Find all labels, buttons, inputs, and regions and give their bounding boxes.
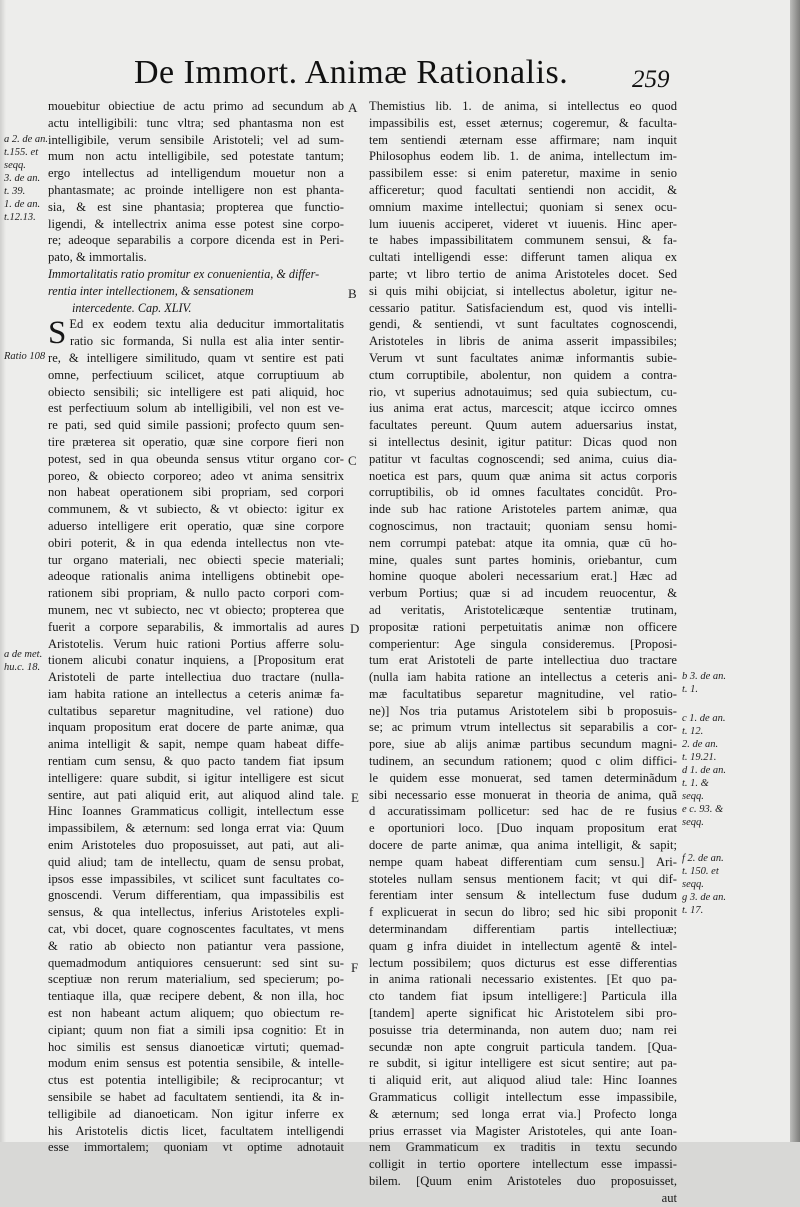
margin-note-line: 2. de an.	[682, 739, 719, 750]
text-line: pato, & immortalis.	[48, 250, 147, 265]
text-line: actu intelligibili: tunc vltra; sed phantasma non est	[48, 115, 344, 130]
section-letter-a: A	[348, 100, 358, 115]
text-line: ad veritatis, Aristotelicæque sententiæ trutinam,	[369, 602, 677, 617]
text-line: si intellectus desinit, igitur patitur: Dicas quod non	[369, 434, 677, 449]
margin-note-line: g 3. de an.	[682, 892, 727, 903]
chapter-heading	[48, 266, 344, 316]
heading-line: intercedente. Cap. XLIV.	[72, 300, 192, 315]
text-line: ctus est potentia intelligibile; & reciprocantur; vt	[48, 1073, 344, 1088]
text-line: bilem. [Quum enim Aristoteles duo proposuisset,	[369, 1174, 677, 1188]
margin-note-line: a 2. de an.	[4, 134, 49, 145]
text-line: cultatibus separetur magnitudine, vel ratione) duo	[48, 703, 344, 718]
text-line: nem corrumpi patebat: atque ita omnia, quæ cū ho-	[369, 535, 677, 550]
text-line: quemadmodum antiquiores censuerunt: sed sint su-	[48, 955, 344, 970]
text-line: fuerit a corpore separabilis, & immortalis ad aures	[48, 619, 344, 634]
text-line: quam g infra diuidet in intellectum agentē & intel-	[369, 938, 677, 953]
text-line: communem, & vt subiecto, & vt obiecto: igitur ex	[48, 502, 344, 517]
text-line: docere de parte animæ, qua anima intelligit, & sapit;	[369, 838, 677, 853]
text-line: parte; vt libro tertio de anima Aristoteles docet. Sed	[369, 266, 677, 281]
text-line: ctum corruptibile, abolentur, non quidem a contra-	[369, 367, 677, 382]
text-line: Themistius lib. 1. de anima, si intellectus eo quod	[369, 99, 677, 113]
text-line: tentiaque illa, quæ recipere debent, & non illa, hoc	[48, 989, 344, 1004]
heading-line: rentia inter intellectionem, & sensationem	[48, 283, 254, 298]
text-line: ligendi, & intellectrix anima esse potest sine corpo-	[48, 216, 344, 231]
text-line: propositæ rationi perpetuitatis animæ non officere	[369, 619, 677, 634]
page-number: 259	[632, 66, 670, 93]
text-line: modum enim sensus est potentia sensibile, & intelle-	[48, 1056, 344, 1071]
text-line: ti aliquid erit, aut aliquod aliud tale: Hinc Ioannes	[369, 1073, 677, 1088]
text-line: mouebitur obiectiue de actu primo ad secundum ab	[48, 99, 344, 113]
margin-note-line: t.155. et	[4, 147, 39, 158]
text-line: Hinc Ioannes Grammaticus colligit, intellectum esse	[48, 804, 344, 819]
margin-note-line: Ratio 108	[4, 351, 46, 362]
right-margin-note-3	[682, 852, 726, 917]
text-line: tur organo materiali, nec obiecti specie materiali;	[48, 552, 344, 567]
text-line: aduerso intelligere erit operatio, quæ sine corpore	[48, 518, 344, 533]
text-line: secundæ non apte congruit particula tandem. [Qua-	[369, 1039, 677, 1054]
text-line: tionem alicubi conatur inquiens, a [Propositum erat	[48, 653, 344, 668]
margin-note-line: hu.c. 18.	[4, 662, 41, 673]
text-line: f explicuerat in secun do libro; sed hic sibi proponit	[369, 905, 677, 920]
margin-note-line: t.12.13.	[4, 212, 36, 223]
text-line: enim Aristoteles duo proposuisset, aut pati, aut ali-	[48, 838, 344, 853]
text-line: afficeretur; quod facultati sentiendi non accidit, &	[369, 182, 677, 197]
text-line: patitur vt facultas cognoscendi; sed anima, cuius dia-	[369, 451, 677, 466]
text-line: re pati, sed quid simile passioni; profecto quum sen-	[48, 418, 344, 433]
text-line: tem sentiendi æternam esse affirmare; nam inquit	[369, 132, 677, 147]
text-line: si quis mihi obijciat, si intellectus aboletur, igitur ne-	[369, 283, 677, 298]
margin-note-line: t. 150. et	[682, 866, 719, 877]
left-text-column	[48, 98, 344, 1156]
text-line: obiecto sensibili; sic intelligere est pati aliquid, hoc	[48, 384, 344, 399]
text-line: iam habita ratione an intellectus a ceteris animæ fa-	[48, 686, 344, 701]
text-line: Aristoteles in libris de anima asserit impassibiles;	[369, 334, 677, 349]
text-line: esse immortalem; quoniam vt optime adnotauit	[48, 1140, 344, 1155]
text-line: Aristoteli de parte intellectiua duo tractare (nulla-	[48, 670, 344, 685]
margin-note-line: b 3. de an.	[682, 671, 727, 682]
text-line: telligibile ad dianoeticam. Non igitur inferre ex	[48, 1106, 344, 1121]
text-line: ius anima erat actus, marcescit; atque iccirco omnes	[369, 401, 677, 416]
running-head-title: De Immort. Animæ Rationalis.	[134, 54, 569, 91]
right-text-column	[369, 98, 677, 1207]
text-line: non habeat operationem sibi propriam, sed corpori	[48, 485, 344, 500]
text-line: le quidem esse monuerat, sed tamen determinãdum	[369, 770, 677, 785]
text-line: inde sub hac ratione Aristoteles partem animæ, qua	[369, 502, 677, 517]
section-letter-f: F	[351, 960, 359, 975]
margin-note-line: a de met.	[4, 649, 43, 660]
text-line: e oportuniori loco. [Duo inquam propositum erat	[369, 821, 677, 836]
text-line: homine quoque aboleri necessarium erat.] Hæc ad	[369, 569, 677, 584]
heading-line: Immortalitatis ratio promitur ex conuenientia, & differ-	[48, 266, 320, 281]
text-line: cto tandem fiat ipsum intelligere:] Particula illa	[369, 989, 677, 1004]
section-letter-e: E	[351, 790, 359, 805]
text-line: Philosophus eodem lib. 1. de anima, intellectum im-	[369, 149, 677, 164]
text-line: potest, sed in qua obeunda sensus vtitur organo cor-	[48, 451, 344, 466]
text-line: facultates pereunt. Quum autem aduersarius instat,	[369, 418, 677, 433]
text-line: tudinem, an secundum rationem; quod c olim diffici-	[369, 754, 677, 769]
text-line: ipsos esse impassibiles, vt scilicet sunt facultates co-	[48, 871, 344, 886]
text-line: gendi, & sentiendi, vt sunt facultates cognoscendi,	[369, 317, 677, 332]
left-paragraph-2	[48, 316, 344, 1156]
text-line: omne, perfectiuum scilicet, atque corruptiuum ab	[48, 367, 344, 382]
text-line: impassibilem, & æternum: sed longa errat via: Quum	[48, 821, 344, 836]
text-line: comperientur: Age singula consideremus. [Proposi-	[369, 636, 677, 651]
text-line: rationem sibi propriam, & nullo pacto corpori com-	[48, 586, 344, 601]
section-letter-c: C	[348, 453, 357, 468]
margin-note-line: t. 39.	[4, 186, 26, 197]
margin-note-line: seqq.	[682, 879, 704, 890]
text-line: inquam propositum erat docere de parte animæ, qua	[48, 720, 344, 735]
right-margin-note-2	[682, 712, 726, 829]
margin-note-line: 1. de an.	[4, 199, 41, 210]
text-line: gnoscendi. Verum differentiam, qua impassibilis est	[48, 888, 344, 903]
text-line: se; ac primum vtrum intellectus sit separabilis a cor-	[369, 720, 677, 735]
margin-note-line: d 1. de an.	[682, 765, 727, 776]
margin-note-line: t. 12.	[682, 726, 704, 737]
text-line: sibi necessario esse monuerat in theoria de anima, quã	[369, 787, 677, 802]
text-line: est perfectiuum solum ab intelligibili, vel non est ve-	[48, 401, 344, 416]
section-letter-b: B	[348, 286, 357, 301]
text-line: Verum vt sunt facultates animæ informantis subie-	[369, 350, 677, 365]
text-line: anima intelligit & sapit, nempe quam habeat diffe-	[48, 737, 344, 752]
text-line: colligit in tertio oportere intellectum esse impassi-	[369, 1157, 677, 1172]
text-line: omnium maxime intellectui; quoniam si senex ocu-	[369, 199, 677, 214]
text-line: poreo, & obiecto corporeo; adeo vt anima sensitrix	[48, 468, 344, 483]
margin-note-line: t. 1. &	[682, 778, 709, 789]
text-line: & æternum; sed longa errat via.] Profecto longa	[369, 1106, 677, 1121]
catchword: aut	[661, 1190, 677, 1205]
text-line: lectum possibilem; quos dicturus est esse differentias	[369, 955, 677, 970]
margin-note-line: e c. 93. &	[682, 804, 724, 815]
text-line: cat, vbi docet, quare cognoscentes facultates, vt mens	[48, 922, 344, 937]
margin-note-line: t. 17.	[682, 905, 704, 916]
text-line: quid aliud; tam de intellectu, quam de sensu probat,	[48, 854, 344, 869]
text-line: (nulla iam habita ratione an intellectus a ceteris ani-	[369, 670, 677, 685]
text-line: tum erat Aristoteli de parte intellectiua duo tractare	[369, 653, 677, 668]
text-line: intelligibile, verum sensibile Aristoteli; vel ad sum-	[48, 132, 344, 147]
text-line: verbum Portius; quæ si ad incudem reuocentur, &	[369, 586, 677, 601]
text-line: cessario patitur. Satisfaciendum est, quod vis intelli-	[369, 300, 677, 315]
text-line: mæ facultatibus separetur magnitudine, vel ratio-	[369, 686, 677, 701]
text-line: passibilem esse: si enim pateretur, maxime in senio	[369, 166, 677, 181]
text-line: posuisse tria determinanda, non autem duo; nam rei	[369, 1022, 677, 1037]
right-page-edge	[790, 0, 800, 1142]
margin-note-line: seqq.	[682, 817, 704, 828]
text-line: sentire, aut pati aliquid erit, aut aliquod alind tale.	[48, 787, 344, 802]
text-line: re, & intelligere similitudo, quam vt sentire est pati	[48, 350, 344, 365]
text-line: intelligere: quare subdit, si igitur intelligere est sicut	[48, 770, 344, 785]
text-line: mum non actu intelligibile, sed potestate tantum;	[48, 149, 344, 164]
text-line: rentiam cum sensu, & quo pacto tandem fiat ipsum	[48, 754, 344, 769]
text-line: re; adeoque separabilis a corpore dicenda est in Peri-	[48, 233, 344, 248]
text-line: pore, siue ab alijs animæ partibus secundum magni-	[369, 737, 677, 752]
text-line: est non habeant actum aliquem; quo obiectum re-	[48, 1006, 344, 1021]
section-letter-d: D	[350, 621, 360, 636]
drop-capital: S	[48, 315, 67, 352]
margin-note-line: t. 1.	[682, 684, 699, 695]
text-line: adeoque rationalis anima intelligens obtinebit ope-	[48, 569, 344, 584]
margin-note-line: 3. de an.	[4, 173, 41, 184]
text-line: [tandem] aperte significat hic Aristotelem sibi pro-	[369, 1006, 677, 1021]
text-line: lum iuuenis acciperet, videret vt iuuenis. Hinc aper-	[369, 216, 677, 231]
text-line: ratio sic formanda, Si nulla est alia inter sentir-	[70, 334, 344, 349]
text-line: sensibile se habet ad facultatem sentiendi, ita & in-	[48, 1090, 344, 1105]
text-line: Aristotelis. Verum huic rationi Portius afferre solu-	[48, 636, 344, 651]
text-line: prius errasset via Magister Aristoteles, qui ante Ioan-	[369, 1123, 677, 1138]
text-line: obiri poterit, & in qua edenda intellectus non vte-	[48, 535, 344, 550]
text-line: ne)] Nos tria putamus Aristotelem sibi b proposuis-	[369, 703, 677, 718]
text-line: rio, vt superius adnotauimus; sed quia subiectum, cu-	[369, 384, 677, 399]
text-line: phantasmate; ac proinde intelligere non est phanta-	[48, 182, 344, 197]
text-line: & ratio ab obiecto non patiantur vera passione,	[48, 938, 344, 953]
text-line: ferentiam inter sensum & intellectum fuse dudum	[369, 888, 677, 903]
text-line: Ed ex eodem textu alia deducitur immortalitatis	[69, 317, 344, 332]
text-line: noetica est pars, quum quæ anima sit actus corporis	[369, 468, 677, 483]
text-line: te habes impassibilitatem communem sensui, & fa-	[369, 233, 677, 248]
margin-note-line: c 1. de an.	[682, 713, 726, 724]
text-line: ergo intellectus ad intelligendum mouetur non a	[48, 166, 344, 181]
text-line: his Aristotelis dictis licet, facultatem intelligendi	[48, 1123, 344, 1138]
text-line: hoc similis est sensus dianoeticæ virtuti; quemad-	[48, 1039, 344, 1054]
left-paragraph-1	[48, 98, 344, 266]
text-line: d accuratissimam pollicetur: sed hac de re fusius	[369, 804, 677, 819]
text-line: stoteles nullam sensus mentionem facit; vt qui dif-	[369, 871, 677, 886]
margin-note-line: f 2. de an.	[682, 853, 724, 864]
text-line: cultati intelligendi esse: differunt tamen aliqua ex	[369, 250, 677, 265]
left-margin-note-3	[4, 648, 42, 674]
text-line: tire præterea sit operatio, quæ sine corpore fieri non	[48, 434, 344, 449]
text-line: corruptibilis, ob id omnes facultates concidût. Pro-	[369, 485, 677, 500]
text-line: determinandam differentiam partis intellectiuæ;	[369, 922, 677, 937]
margin-note-line: seqq.	[4, 160, 26, 171]
text-line: sceptiuæ non rerum materialium, sed specierum; po-	[48, 972, 344, 987]
text-line: sensus, & qua intellectus, inferius Aristoteles expli-	[48, 905, 344, 920]
text-line: sia, & est sine phantasia; propterea que functio-	[48, 199, 344, 214]
margin-note-line: seqq.	[682, 791, 704, 802]
text-line: cipiant; quum non fiat a simili ipsa cognitio: Et in	[48, 1022, 344, 1037]
text-line: mine, quales sunt partes hominis, oriebantur, cum	[369, 552, 677, 567]
text-line: nem Grammaticum ex traditis in textu secundo	[369, 1140, 677, 1155]
text-line: munem, nec vt subiecto, nec vt obiecto; propterea que	[48, 602, 344, 617]
text-line: impassibilis est, esset æternus; cogeremur, & faculta-	[369, 115, 677, 130]
text-line: nempe quam habeat differentiam cum sensu.] Ari-	[369, 854, 677, 869]
right-margin-note-1	[682, 670, 726, 696]
text-line: Grammaticus colligit intellectum esse impassibile,	[369, 1090, 677, 1105]
left-margin-note-2	[4, 350, 45, 363]
margin-note-line: t. 19.21.	[682, 752, 717, 763]
text-line: in anima rationali necessario existentes. [Et quo pa-	[369, 972, 677, 987]
left-margin-note-1	[4, 133, 48, 224]
text-line: re subdit, si igitur intelligere est sicut sentire; aut pa-	[369, 1056, 677, 1071]
text-line: cognoscimus, non tractauit; quoniam sensu homi-	[369, 518, 677, 533]
